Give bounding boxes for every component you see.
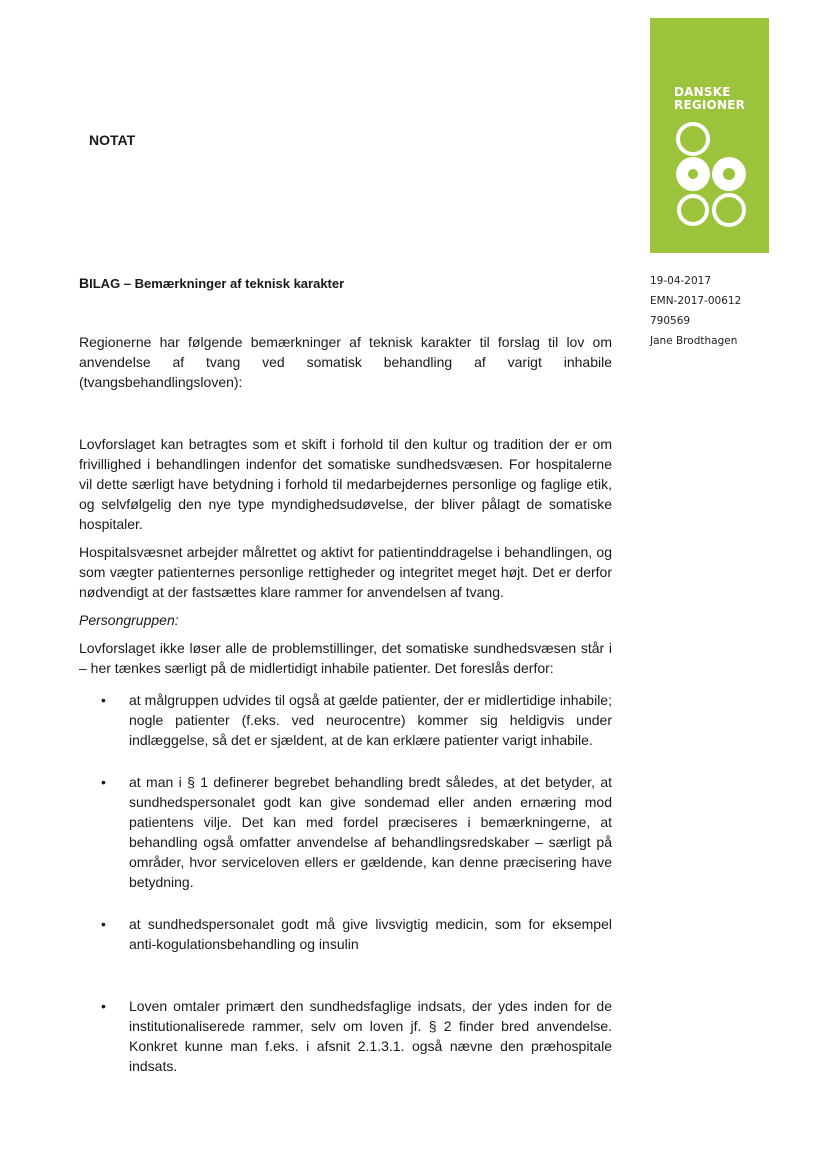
list-item — [79, 772, 612, 892]
bullet-icon: • — [101, 692, 106, 708]
intro-paragraph: Regionerne har følgende bemærkninger af teknisk karakter til forslag til lov om anvendelse af tvang ved somatisk behandling af varigt inhabile (tvangsbehandlingsloven): — [79, 334, 612, 390]
danske-regioner-logo — [650, 18, 769, 253]
meta-doc-number: 790569 — [650, 315, 691, 327]
bullet-icon: • — [101, 998, 106, 1014]
appendix-heading — [79, 275, 344, 291]
list-item — [79, 914, 612, 954]
bullet-icon: • — [101, 916, 106, 932]
document-type-title: NOTAT — [89, 132, 136, 148]
subheading-persongruppen: Persongruppen: — [79, 612, 179, 628]
heading-rest: ILAG – Bemærkninger af teknisk karakter — [89, 276, 345, 291]
paragraph-patient-involvement: Hospitalsvæsnet arbejder målrettet og aktivt for patientinddragelse i behandlingen, og som vægter patienternes personlige rettigheder og integritet meget højt. Det er derfor nødvendigt at der fastsættes klare rammer for anvendelsen af tvang. — [79, 544, 612, 600]
logo-line-2: REGIONER — [674, 98, 746, 112]
list-item-text: at sundhedspersonalet godt må give livsvigtig medicin, som for eksempel anti-kogulationsbehandling og insulin — [129, 916, 612, 952]
list-item-text: at man i § 1 definerer begrebet behandling bredt således, at det betyder, at sundhedspersonalet godt kan give sondemad eller anden ernæring mod patientens vilje. Det kan med fordel præciseres i bemærkningerne, at behandling også omfatter anvendelse af behandlingsredskaber – særligt på områder, hvor serviceloven ellers er gældende, kan denne præcisering have betydning. — [129, 774, 612, 890]
list-item-text: at målgruppen udvides til også at gælde patienter, der er midlertidige inhabile; nogle patienter (f.eks. ved neurocentre) kommer sig heldigvis under indlæggelse, så det er sjældent, at de kan erklære patienter varigt inhabile. — [129, 692, 612, 748]
bullet-icon: • — [101, 774, 106, 790]
logo-circles-icon — [650, 18, 769, 253]
list-item — [79, 996, 612, 1076]
meta-author: Jane Brodthagen — [650, 335, 738, 347]
logo-line-1: DANSKE — [674, 85, 731, 99]
paragraph-problems: Lovforslaget ikke løser alle de problemstillinger, det somatiske sundhedsvæsen står i – her tænkes særligt på de midlertidigt inhabile patienter. Det foreslås derfor: — [79, 640, 612, 676]
list-item — [79, 690, 612, 750]
meta-date: 19-04-2017 — [650, 275, 712, 287]
proposal-list — [79, 690, 612, 1076]
document-metadata — [650, 271, 741, 351]
heading-first-letter: B — [79, 275, 90, 291]
paragraph-culture-shift: Lovforslaget kan betragtes som et skift i forhold til den kultur og tradition der er om frivillighed i behandlingen indenfor det somatiske sundhedsvæsen. For hospitalerne vil dette særligt have betydning i forhold til medarbejdernes personlige og faglige etik, og selvfølgelig den nye type myndighedsudøvelse, der bliver pålagt de somatiske hospitaler. — [79, 436, 612, 532]
meta-case-number: EMN-2017-00612 — [650, 295, 742, 307]
document-body — [79, 332, 612, 1076]
list-item-text: Loven omtaler primært den sundhedsfaglige indsats, der ydes inden for de institutionaliserede rammer, selv om loven jf. § 2 finder bred anvendelse. Konkret kunne man f.eks. i afsnit 2.1.3.1. også nævne den præhospitale indsats. — [129, 998, 612, 1074]
